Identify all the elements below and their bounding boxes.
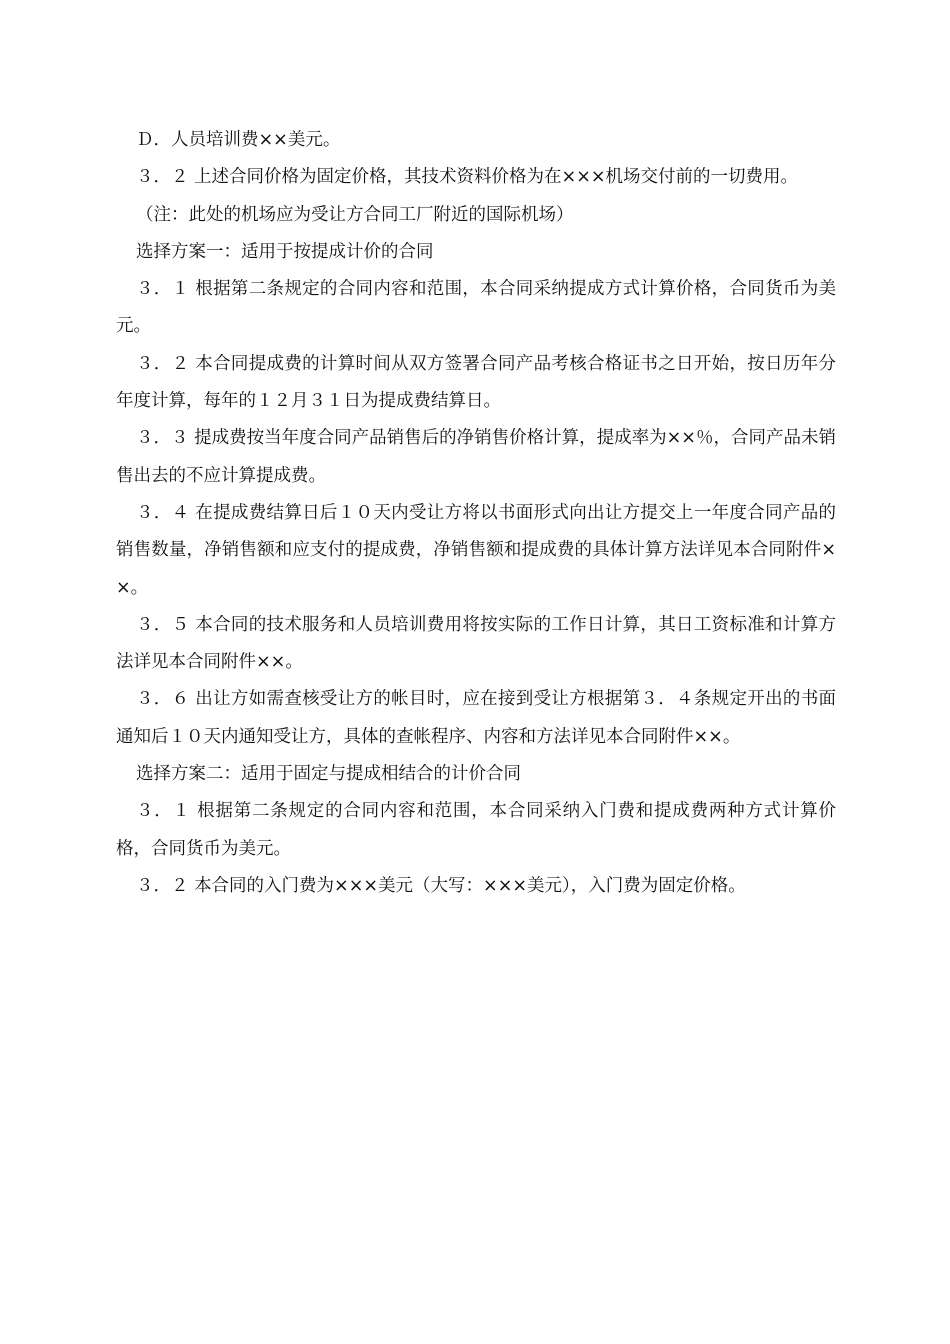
paragraph-note-airport: （注：此处的机场应为受让方合同工厂附近的国际机场） [136,204,574,225]
paragraph-option2-3-1: ３．１ 根据第二条规定的合同内容和范围，本合同采纳入门费和提成费两种方式计算价格，合同货币为美元。 [116,801,836,859]
paragraph-option1-3-4: ３．４ 在提成费结算日后１０天内受让方将以书面形式向出让方提交上一年度合同产品的销售数量，净销售额和应支付的提成费，净销售额和提成费的具体计算方法详见本合同附件××。 [116,502,836,598]
heading-option-two: 选择方案二：适用于固定与提成相结合的计价合同 [136,764,521,785]
paragraph-3-2-fixed-price: ３．２ 上述合同价格为固定价格，其技术资料价格为在×××机场交付前的一切费用。 [136,167,799,188]
paragraph-personnel-training-fee: Ｄ．人员培训费××美元。 [136,130,341,150]
paragraph-option1-3-3: ３．３ 提成费按当年度合同产品销售后的净销售价格计算，提成率为××％，合同产品未销售出去的不应计算提成费。 [116,428,836,486]
paragraph-option1-3-2: ３．２ 本合同提成费的计算时间从双方签署合同产品考核合格证书之日开始，按日历年分年度计算，每年的１２月３１日为提成费结算日。 [116,353,836,412]
document-body [116,122,836,905]
heading-option-one: 选择方案一：适用于按提成计价的合同 [136,241,434,262]
paragraph-option1-3-6: ３．６ 出让方如需查核受让方的帐目时，应在接到受让方根据第３．４条规定开出的书面通知后１０天内通知受让方，具体的查帐程序、内容和方法详见本合同附件××。 [116,689,836,747]
paragraph-option1-3-1: ３．１ 根据第二条规定的合同内容和范围，本合同采纳提成方式计算价格，合同货币为美元。 [116,279,836,337]
paragraph-option1-3-5: ３．５ 本合同的技术服务和人员培训费用将按实际的工作日计算，其日工资标准和计算方法详见本合同附件××。 [116,614,836,673]
paragraph-option2-3-2: ３．２ 本合同的入门费为×××美元（大写：×××美元），入门费为固定价格。 [136,875,746,896]
